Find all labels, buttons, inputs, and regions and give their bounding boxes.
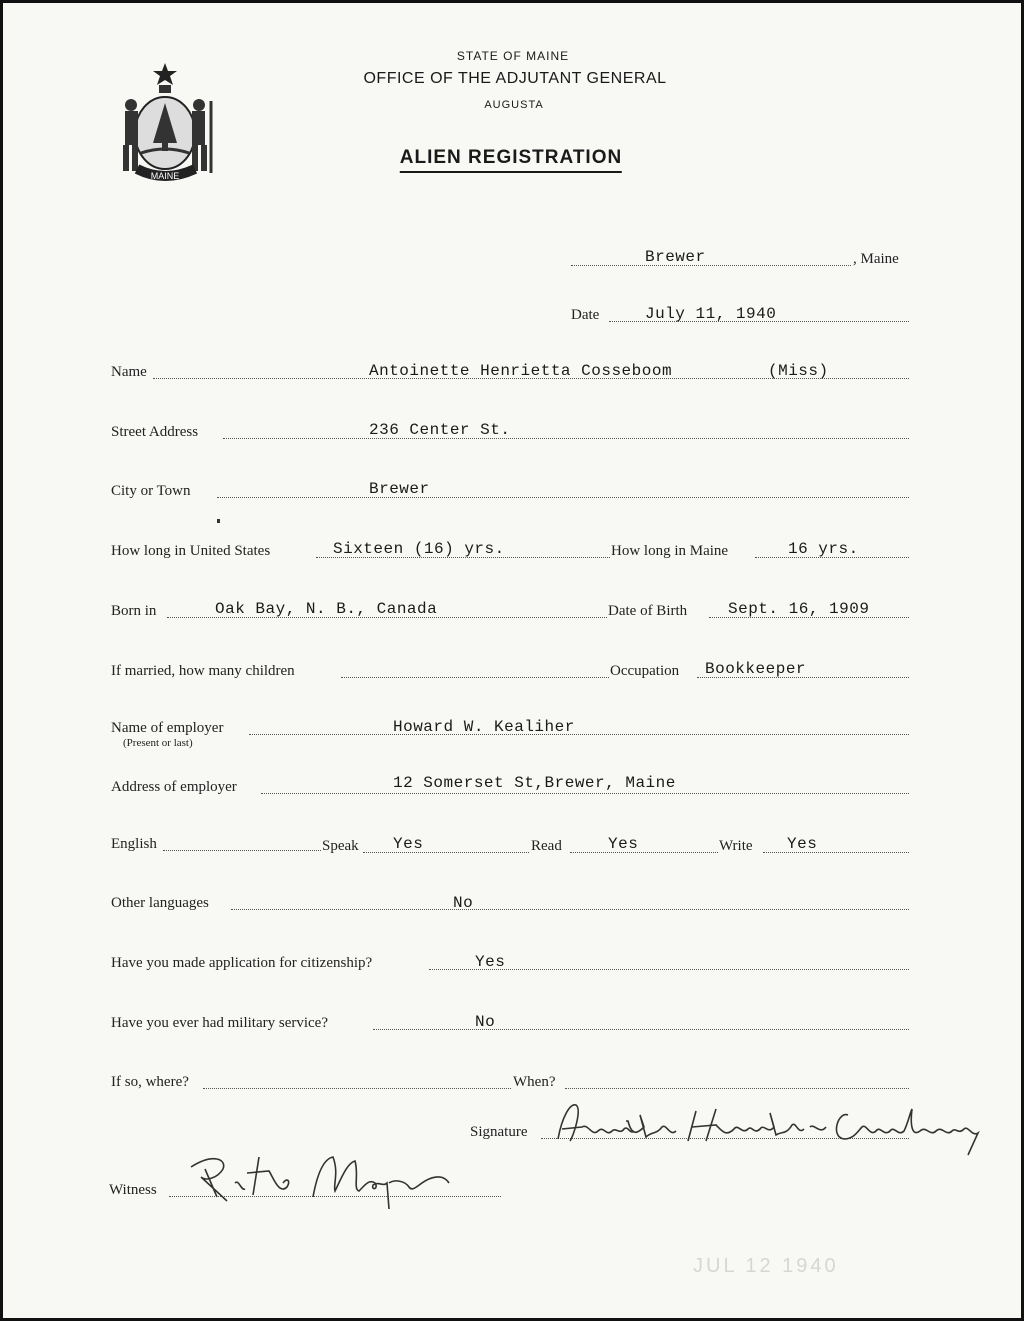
town-value: Brewer bbox=[645, 248, 706, 266]
english-label: English bbox=[111, 836, 157, 852]
employer-label: Name of employer bbox=[111, 720, 224, 736]
date-of-birth-label: Date of Birth bbox=[608, 603, 688, 619]
state-seal-icon bbox=[115, 61, 227, 185]
read-value: Yes bbox=[608, 835, 639, 853]
signature-label: Signature bbox=[470, 1124, 528, 1140]
other-languages-line bbox=[231, 909, 909, 910]
received-date-stamp: JUL 12 1940 bbox=[693, 1255, 839, 1277]
date-value: July 11, 1940 bbox=[645, 305, 777, 323]
how-long-maine-label: How long in Maine bbox=[611, 543, 729, 559]
street-address-line bbox=[223, 438, 909, 439]
read-line bbox=[570, 852, 718, 853]
read-label: Read bbox=[531, 838, 562, 854]
other-languages-label: Other languages bbox=[111, 895, 209, 911]
town-state-label: , Maine bbox=[853, 251, 899, 267]
children-label: If married, how many children bbox=[111, 663, 295, 679]
employer-line bbox=[249, 734, 909, 735]
date-label: Date bbox=[571, 307, 600, 323]
children-line bbox=[341, 677, 609, 678]
employer-address-label: Address of employer bbox=[111, 779, 237, 795]
occupation-label: Occupation bbox=[610, 663, 680, 679]
occupation-value: Bookkeeper bbox=[705, 660, 807, 678]
speak-line bbox=[363, 852, 529, 853]
name-label: Name bbox=[111, 364, 147, 380]
military-label: Have you ever had military service? bbox=[111, 1015, 328, 1031]
header-office: OFFICE OF THE ADJUTANT GENERAL bbox=[363, 70, 667, 87]
header-state: STATE OF MAINE bbox=[456, 49, 570, 63]
ink-mark bbox=[217, 519, 220, 523]
employer-sublabel: (Present or last) bbox=[123, 737, 193, 749]
military-value: No bbox=[475, 1013, 496, 1031]
town-line bbox=[571, 265, 851, 266]
employer-address-line bbox=[261, 793, 909, 794]
how-long-us-label: How long in United States bbox=[111, 543, 271, 559]
speak-label: Speak bbox=[322, 838, 359, 854]
how-long-us-value: Sixteen (16) yrs. bbox=[333, 540, 505, 558]
when-label: When? bbox=[513, 1074, 556, 1090]
street-address-value: 236 Center St. bbox=[369, 421, 511, 439]
street-address-label: Street Address bbox=[111, 424, 199, 440]
citizenship-label: Have you made application for citizenship? bbox=[111, 955, 373, 971]
city-label: City or Town bbox=[111, 483, 191, 499]
military-line bbox=[373, 1029, 909, 1030]
if-so-where-label: If so, where? bbox=[111, 1074, 189, 1090]
name-value: Antoinette Henrietta Cosseboom bbox=[369, 362, 673, 380]
name-suffix: (Miss) bbox=[768, 362, 829, 380]
write-label: Write bbox=[719, 838, 753, 854]
employer-value: Howard W. Kealiher bbox=[393, 718, 575, 736]
born-in-value: Oak Bay, N. B., Canada bbox=[215, 600, 438, 618]
signature-handwriting bbox=[548, 1097, 988, 1157]
born-in-label: Born in bbox=[111, 603, 157, 619]
form-title: ALIEN REGISTRATION bbox=[400, 147, 622, 173]
write-line bbox=[763, 852, 909, 853]
employer-address-value: 12 Somerset St,Brewer, Maine bbox=[393, 774, 676, 792]
other-languages-value: No bbox=[453, 894, 474, 912]
date-of-birth-value: Sept. 16, 1909 bbox=[728, 600, 870, 618]
witness-signature-handwriting bbox=[183, 1139, 453, 1211]
witness-label: Witness bbox=[109, 1182, 157, 1198]
if-so-where-line bbox=[203, 1088, 511, 1089]
how-long-maine-value: 16 yrs. bbox=[788, 540, 859, 558]
speak-value: Yes bbox=[393, 835, 424, 853]
write-value: Yes bbox=[787, 835, 818, 853]
city-value: Brewer bbox=[369, 480, 430, 498]
seal-label: MAINE bbox=[150, 171, 180, 181]
when-line bbox=[565, 1088, 909, 1089]
header-city: AUGUSTA bbox=[484, 99, 544, 111]
citizenship-value: Yes bbox=[475, 953, 506, 971]
english-line bbox=[163, 850, 321, 851]
city-line bbox=[217, 497, 909, 498]
